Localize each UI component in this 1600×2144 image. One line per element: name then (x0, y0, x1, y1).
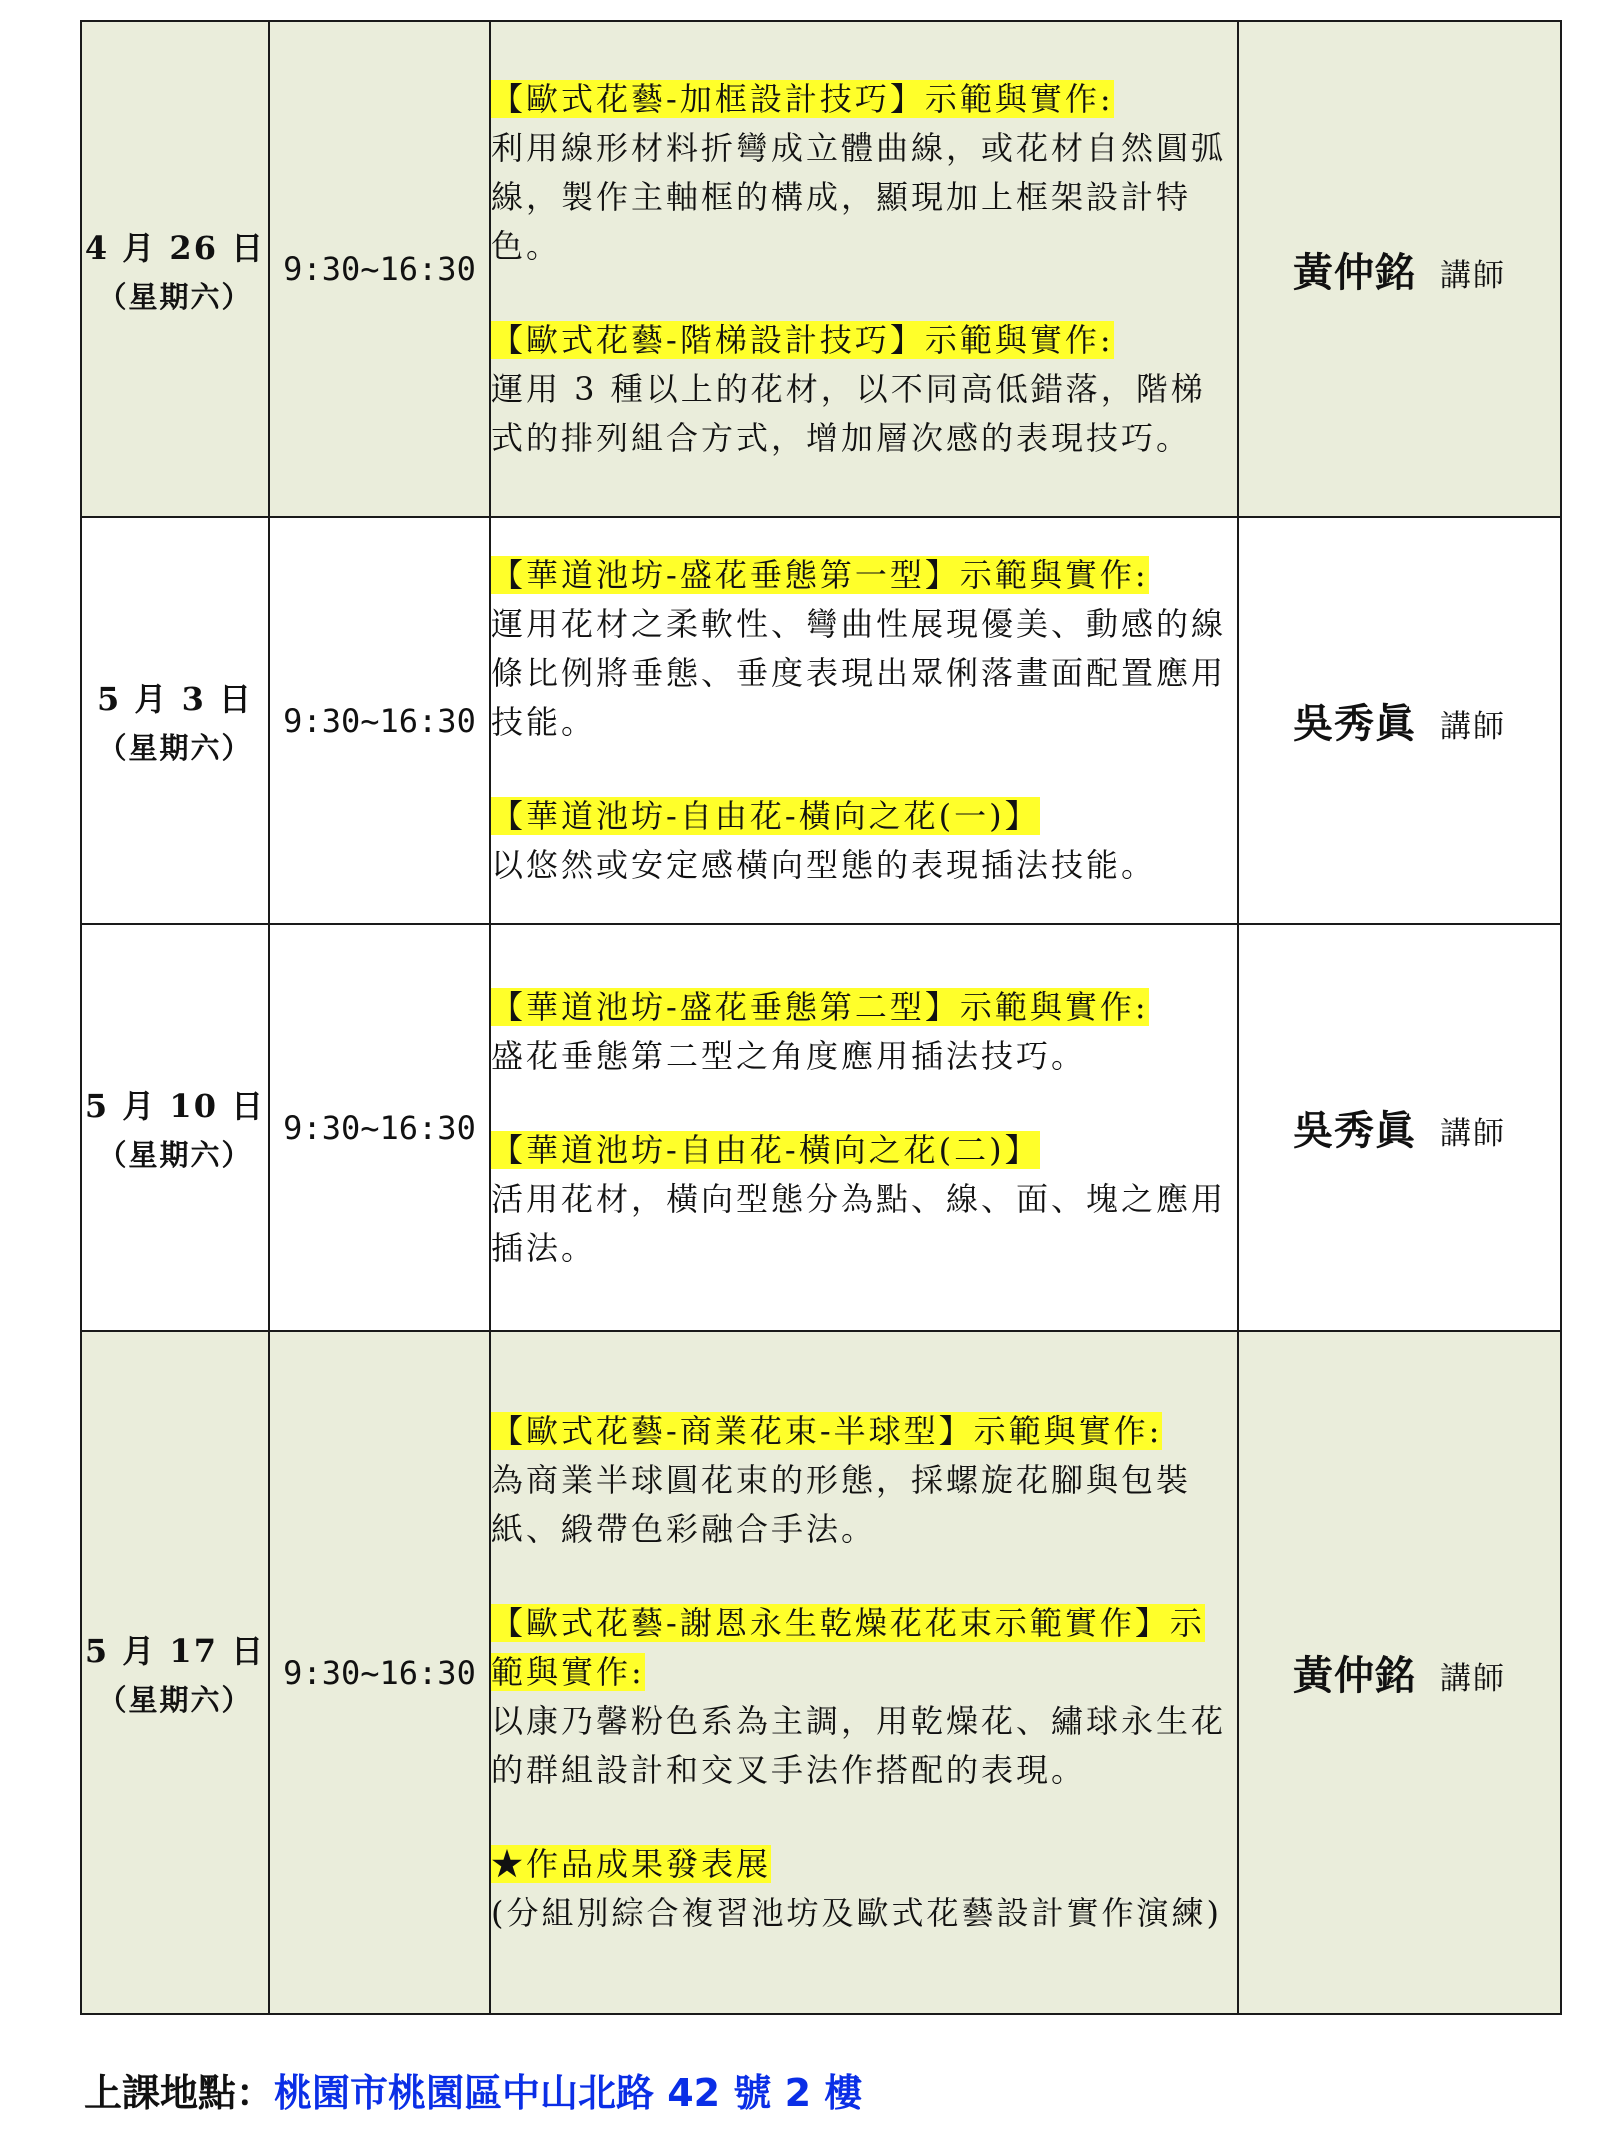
teacher-role: 講師 (1440, 1116, 1506, 1152)
session-date: 5 月 17 日 (84, 1632, 266, 1670)
course-item (491, 316, 1237, 463)
course-topic-highlight: 【華道池坊-自由花-橫向之花(二)】 (491, 1130, 1040, 1169)
date-cell (81, 517, 269, 924)
date-cell (81, 21, 269, 517)
course-topic-highlight: 【歐式花藝-加框設計技巧】示範與實作: (491, 80, 1114, 118)
course-topic-highlight: 【歐式花藝-階梯設計技巧】示範與實作: (491, 321, 1114, 359)
teacher-name: 黃仲銘 (1293, 1653, 1416, 1699)
teacher-role: 講師 (1440, 1661, 1506, 1697)
course-topic-highlight: 【華道池坊-自由花-橫向之花(一)】 (491, 797, 1040, 835)
session-time: 9:30~16:30 (269, 517, 490, 924)
course-content-cell (490, 21, 1238, 517)
session-date: 5 月 10 日 (84, 1087, 266, 1125)
course-schedule-table (80, 20, 1562, 2015)
course-item (491, 1599, 1237, 1795)
schedule-row (81, 924, 1561, 1331)
course-content-cell (490, 924, 1238, 1331)
teacher-cell (1238, 517, 1561, 924)
course-item (491, 1126, 1237, 1273)
course-topic-highlight: 【華道池坊-盛花垂態第二型】示範與實作: (491, 987, 1149, 1026)
course-description: (分組別綜合複習池坊及歐式花藝設計實作演練) (491, 1894, 1222, 1932)
course-description: 運用花材之柔軟性、彎曲性展現優美、動感的線條比例將垂態、垂度表現出眾俐落畫面配置應用技能。 (491, 605, 1227, 741)
course-item (491, 983, 1237, 1081)
course-description: 為商業半球圓花束的形態，採螺旋花腳與包裝紙、緞帶色彩融合手法。 (491, 1461, 1192, 1548)
schedule-row (81, 1331, 1561, 2014)
course-topic-highlight: 【歐式花藝-謝恩永生乾燥花花束示範實作】示範與實作: (491, 1604, 1205, 1691)
course-item (491, 1407, 1237, 1554)
course-description: 以康乃馨粉色系為主調，用乾燥花、繡球永生花的群組設計和交叉手法作搭配的表現。 (491, 1702, 1227, 1789)
session-time: 9:30~16:30 (269, 924, 490, 1331)
course-content-cell (490, 517, 1238, 924)
location-address: 桃園市桃園區中山北路 42 號 2 樓 (274, 2071, 863, 2115)
class-location (84, 2062, 862, 2117)
teacher-role: 講師 (1440, 709, 1506, 745)
course-topic-highlight: 【歐式花藝-商業花束-半球型】示範與實作: (491, 1412, 1163, 1450)
teacher-name: 吳秀眞 (1293, 1108, 1416, 1154)
course-item (491, 551, 1237, 747)
course-topic-highlight: ★作品成果發表展 (491, 1845, 772, 1883)
course-description: 活用花材，橫向型態分為點、線、面、塊之應用插法。 (491, 1179, 1227, 1267)
teacher-cell (1238, 21, 1561, 517)
session-weekday: （星期六） (97, 1138, 253, 1172)
course-item (491, 792, 1237, 890)
session-date: 4 月 26 日 (84, 228, 266, 267)
session-date: 5 月 3 日 (97, 680, 253, 718)
location-label: 上課地點： (84, 2071, 275, 2115)
teacher-name: 黃仲銘 (1293, 249, 1416, 296)
session-weekday: （星期六） (97, 1683, 253, 1717)
teacher-role: 講師 (1440, 257, 1506, 294)
teacher-name: 吳秀眞 (1293, 701, 1416, 747)
session-weekday: （星期六） (97, 279, 253, 314)
course-item (491, 1840, 1237, 1938)
course-description: 利用線形材料折彎成立體曲線，或花材自然圓弧線，製作主軸框的構成，顯現加上框架設計特色。 (491, 129, 1227, 265)
course-description: 運用 3 種以上的花材，以不同高低錯落，階梯式的排列組合方式，增加層次感的表現技巧。 (491, 370, 1206, 457)
session-time: 9:30~16:30 (269, 1331, 490, 2014)
course-topic-highlight: 【華道池坊-盛花垂態第一型】示範與實作: (491, 556, 1149, 594)
course-item (491, 75, 1237, 271)
date-cell (81, 1331, 269, 2014)
teacher-cell (1238, 1331, 1561, 2014)
course-description: 盛花垂態第二型之角度應用插法技巧。 (491, 1036, 1087, 1075)
schedule-row (81, 517, 1561, 924)
course-content-cell (490, 1331, 1238, 2014)
date-cell (81, 924, 269, 1331)
schedule-row (81, 21, 1561, 517)
session-weekday: （星期六） (97, 731, 253, 765)
teacher-cell (1238, 924, 1561, 1331)
course-description: 以悠然或安定感橫向型態的表現插法技能。 (491, 846, 1157, 884)
session-time: 9:30~16:30 (269, 21, 490, 517)
